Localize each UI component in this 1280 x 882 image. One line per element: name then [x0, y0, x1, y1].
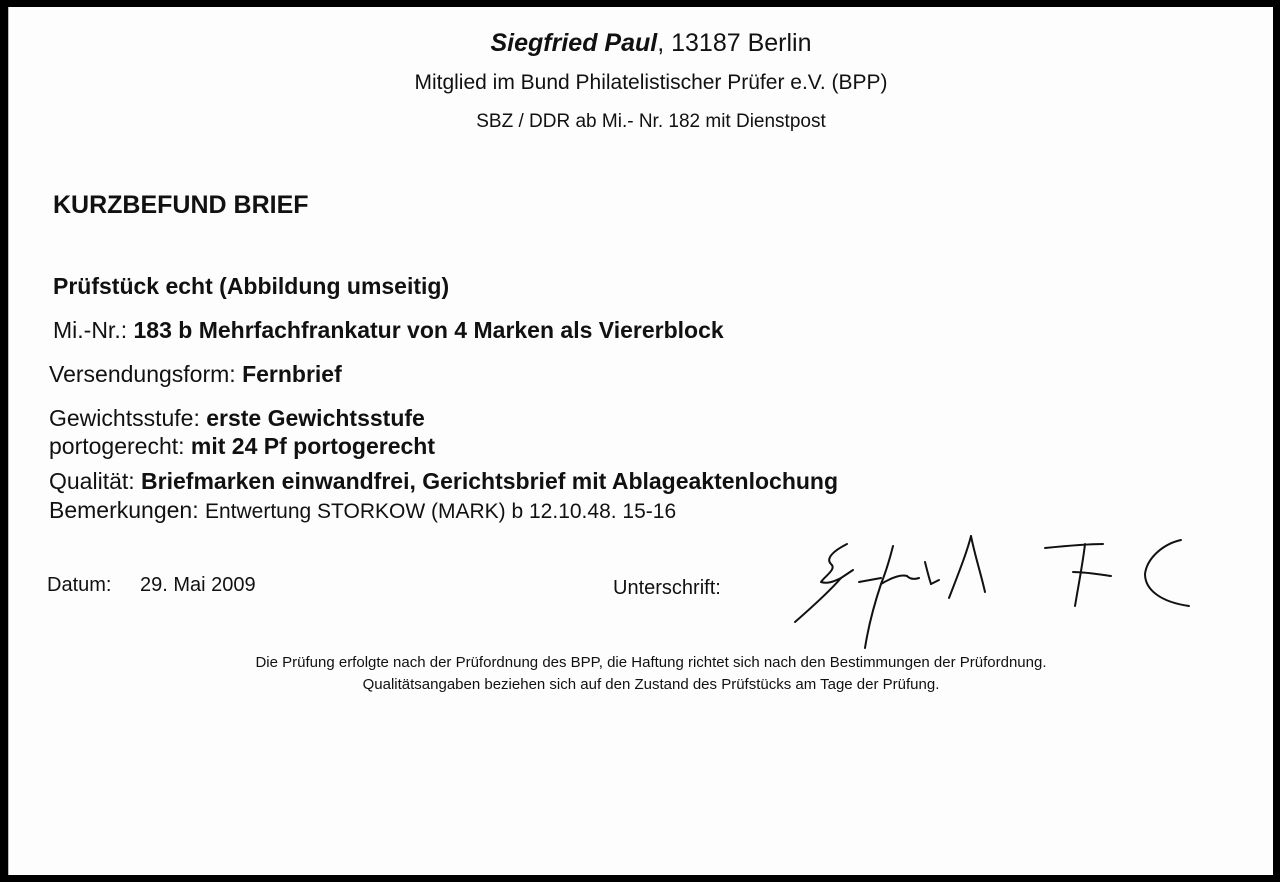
date-label: Datum: [47, 574, 112, 596]
postage-line [49, 433, 435, 460]
postage-label: portogerecht: [49, 433, 191, 459]
footer-quality-line: Qualitätsangaben beziehen sich auf den Zustand des Prüfstücks am Tage der Prüfung. [362, 676, 940, 693]
verdict-line: Prüfstück echt (Abbildung umseitig) [53, 273, 450, 299]
certificate-page [8, 7, 1273, 875]
shipping-form-value: Fernbrief [242, 361, 342, 387]
signature-label: Unterschrift: [613, 577, 721, 599]
remarks-line [49, 497, 676, 524]
catalog-number-value: 183 b Mehrfachfrankatur von 4 Marken als Viererblock [133, 317, 724, 343]
examiner-name: Siegfried Paul [490, 29, 658, 57]
quality-line [49, 468, 838, 495]
handwritten-signature [785, 522, 1205, 662]
weight-class-line [49, 405, 425, 432]
examiner-heading [9, 29, 1273, 58]
remarks-value: Entwertung STORKOW (MARK) b 12.10.48. 15-16 [204, 500, 677, 523]
shipping-form-line [49, 361, 342, 388]
catalog-number-line [53, 317, 724, 344]
weight-class-value: erste Gewichtsstufe [206, 405, 425, 431]
postage-value: mit 24 Pf portogerecht [190, 433, 436, 459]
catalog-number-label: Mi.-Nr.: [53, 317, 134, 343]
footer-legal-line: Die Prüfung erfolgte nach der Prüfordnung des BPP, die Haftung richtet sich nach den Bestimmungen der Prüfordnung. [255, 654, 1047, 671]
remarks-label: Bemerkungen: [49, 497, 205, 523]
document-title: KURZBEFUND BRIEF [53, 191, 309, 219]
scope-line: SBZ / DDR ab Mi.- Nr. 182 mit Dienstpost [476, 111, 826, 132]
quality-label: Qualität: [49, 468, 142, 494]
weight-class-label: Gewichtsstufe: [49, 405, 207, 431]
quality-value: Briefmarken einwandfrei, Gerichtsbrief mit Ablageaktenlochung [141, 468, 839, 494]
shipping-form-label: Versendungsform: [49, 361, 243, 387]
date-value: 29. Mai 2009 [140, 574, 256, 596]
examiner-address: , 13187 Berlin [657, 29, 812, 57]
membership-line: Mitglied im Bund Philatelistischer Prüfer e.V. (BPP) [414, 71, 888, 94]
